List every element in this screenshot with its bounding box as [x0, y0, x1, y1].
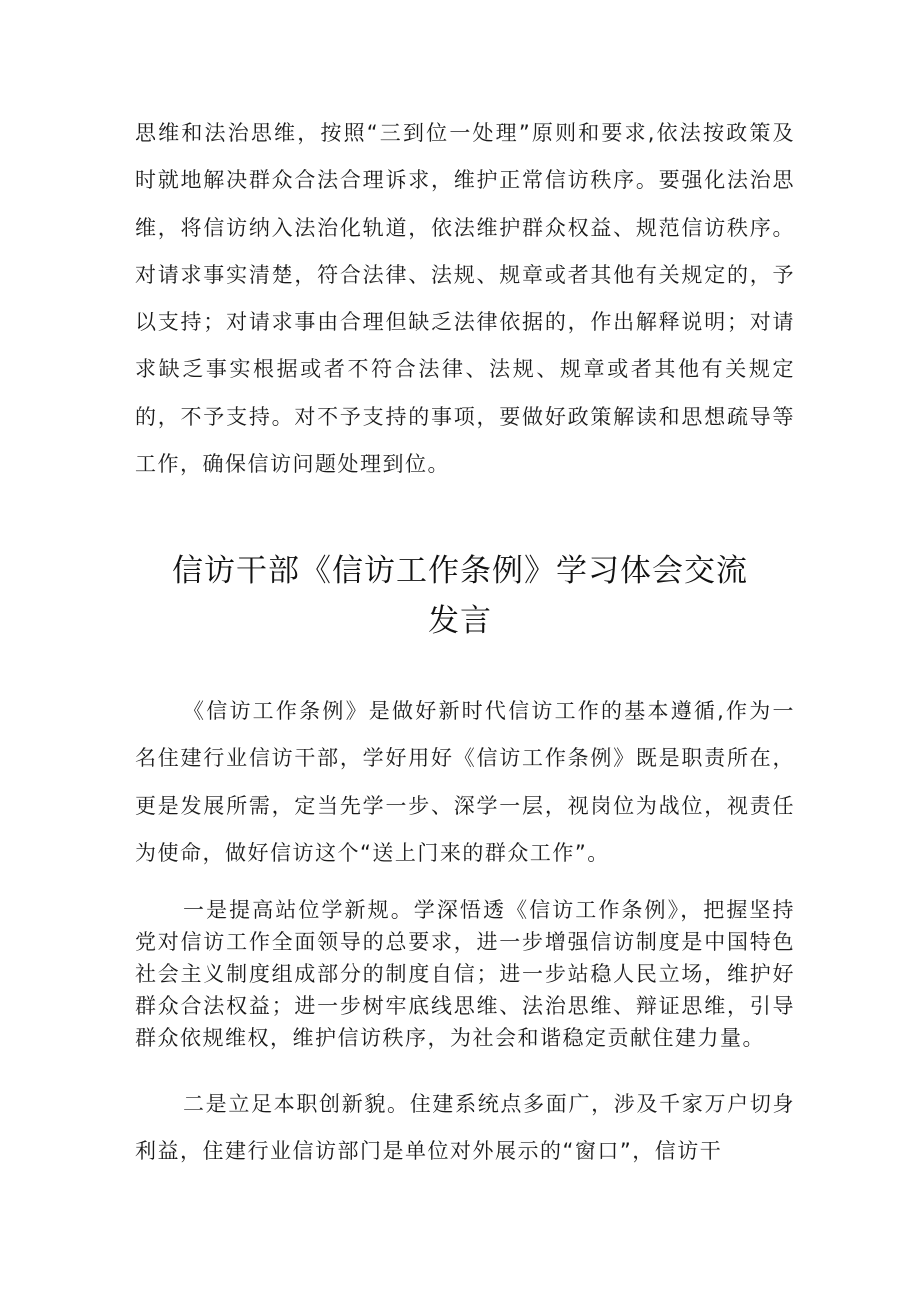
point-two-paragraph: 二是立足本职创新貌。住建系统点多面广，涉及千家万户切身利益，住建行业信访部门是单位对外展示的“窗口”，信访干 — [135, 1092, 795, 1164]
point-one-paragraph: 一是提高站位学新规。学深悟透《信访工作条例》，把握坚持党对信访工作全面领导的总要求，进一步增强信访制度是中国特色社会主义制度组成部分的制度自信；进一步站稳人民立场，维护好群众合法权益；进一步树牢底线思维、法治思维、辩证思维，引导群众依规维权，维护信访秩序，为社会和谐稳定贡献住建力量。 — [135, 898, 795, 1050]
title-line-1: 信访干部《信访工作条例》学习体会交流 — [172, 553, 748, 589]
continuation-paragraph: 思维和法治思维，按照“三到位一处理”原则和要求,依法按政策及时就地解决群众合法合理诉求，维护正常信访秩序。要强化法治思维，将信访纳入法治化轨道，依法维护群众权益、规范信访秩序。对请求事实清楚，符合法律、法规、规章或者其他有关规定的，予以支持；对请求事由合理但缺乏法律依据的，作出解释说明；对请求缺乏事实根据或者不符合法律、法规、规章或者其他有关规定的，不予支持。对不予支持的事项，要做好政策解读和思想疏导等工作，确保信访问题处理到位。 — [135, 121, 795, 477]
intro-paragraph: 《信访工作条例》是做好新时代信访工作的基本遵循,作为一名住建行业信访干部，学好用好《信访工作条例》既是职责所在，更是发展所需，定当先学一步、深学一层，视岗位为战位，视责任为使命，做好信访这个“送上门来的群众工作”。 — [135, 699, 795, 865]
document-title — [0, 546, 920, 646]
title-line-2: 发言 — [428, 603, 492, 639]
